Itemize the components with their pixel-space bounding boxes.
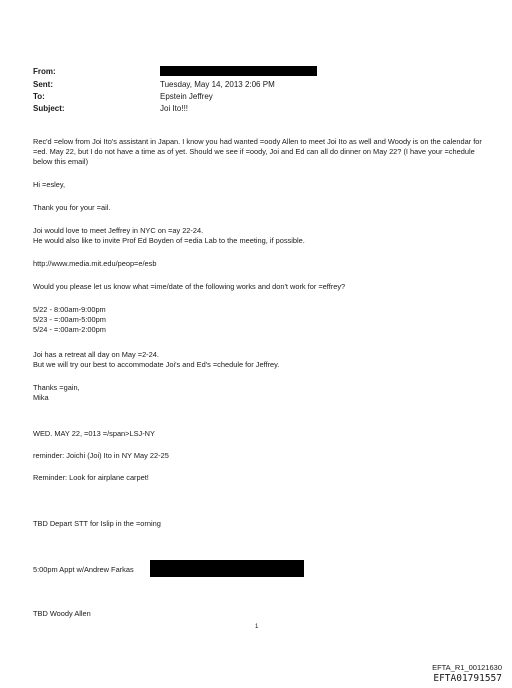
bates-number-large: EFTA01791557	[433, 673, 502, 684]
page-number: 1	[255, 624, 259, 630]
sent-label: Sent:	[33, 80, 53, 89]
reminder-line-2: Reminder: Look for airplane carpet!	[33, 473, 149, 482]
signoff-name: Mika	[33, 393, 49, 402]
appointment-line: 5:00pm Appt w/Andrew Farkas	[33, 565, 134, 574]
signoff-thanks: Thanks =gain,	[33, 383, 80, 392]
time-option-2: 5/23 - =:00am-5:00pm	[33, 315, 106, 324]
thanks-line: Thank you for your =ail.	[33, 203, 111, 212]
bates-number-small: EFTA_R1_00121630	[432, 663, 502, 672]
retreat-line: Joi has a retreat all day on May =2-24.	[33, 350, 159, 359]
from-label: From:	[33, 67, 56, 76]
time-option-3: 5/24 - =:00am-2:00pm	[33, 325, 106, 334]
redaction-block-from	[160, 66, 317, 76]
meeting-request-line: Joi would love to meet Jeffrey in NYC on =ay 22-24.	[33, 226, 204, 235]
depart-line: TBD Depart STT for Islip in the =orning	[33, 519, 161, 528]
time-option-1: 5/22 - 8:00am-9:00pm	[33, 305, 106, 314]
reminder-line-1: reminder: Joichi (Joi) Ito in NY May 22-25	[33, 451, 169, 460]
url-line: http://www.media.mit.edu/peop=e/esb	[33, 259, 157, 268]
subject-value: Joi Ito!!!	[160, 104, 189, 113]
to-value: Epstein Jeffrey	[160, 92, 213, 101]
woody-line: TBD Woody Allen	[33, 609, 91, 618]
question-line: Would you please let us know what =ime/date of the following works and don't work for =effrey?	[33, 282, 346, 291]
to-label: To:	[33, 92, 45, 101]
invite-line: He would also like to invite Prof Ed Boyden of =edia Lab to the meeting, if possible.	[33, 236, 305, 245]
accommodate-line: But we will try our best to accommodate Joi's and Ed's =chedule for Jeffrey.	[33, 360, 280, 369]
greeting-line: Hi =esley,	[33, 180, 66, 189]
sent-value: Tuesday, May 14, 2013 2:06 PM	[160, 80, 275, 89]
subject-label: Subject:	[33, 104, 65, 113]
schedule-date-line: WED. MAY 22, =013 =/span>LSJ-NY	[33, 429, 155, 438]
redaction-block-appointment	[150, 560, 304, 577]
intro-paragraph: Rec'd =elow from Joi Ito's assistant in Japan. I know you had wanted =oody Allen to meet Joi Ito as well and Woody is on the calendar for =ed. May 22, but I do not have a time as of yet. Should we see if =oody, Joi and Ed can all do dinner on May 22? (I have your =chedule below this email)	[33, 137, 482, 166]
